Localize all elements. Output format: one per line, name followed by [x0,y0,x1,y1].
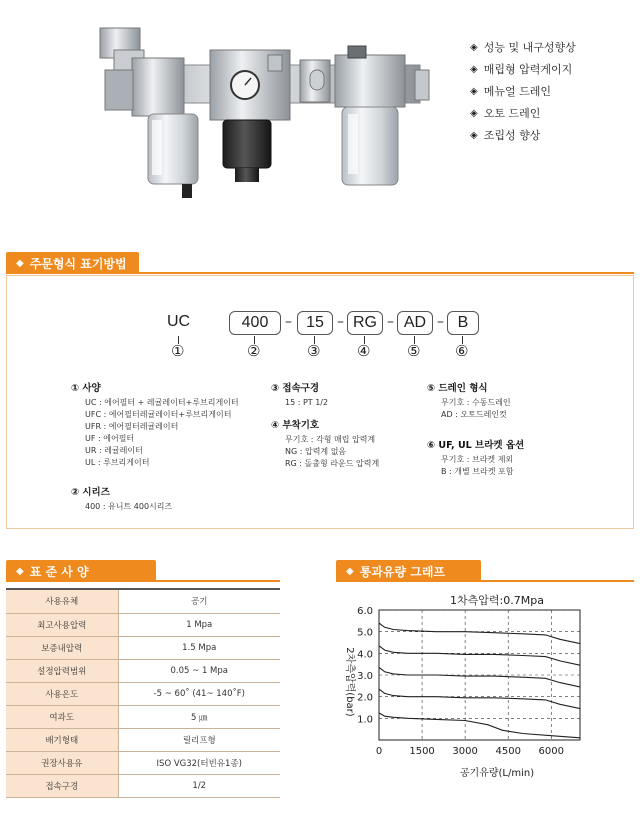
table-row: 최고사용압력 1 Mpa [6,613,280,636]
diamond-bullet-icon: ◈ [470,129,478,141]
table-row: 사용온도 -5 ~ 60˚ (41~ 140˚F) [6,682,280,705]
spec-table [6,590,280,798]
option-group-spec: ① 사양 UC : 에어필터 + 레귤레이터+루브리게이터 UFC : 에어필터레귤레이터+루브리게이터 UFR : 에어필터레귤레이터 UF : 에어필터 UR : 레귤레이터 UL : 루브리게이터 [71,383,239,467]
chart-series-line [379,713,580,738]
option-group-gauge: ④ 부착기호 무기호 : 각형 매립 압력계 NG : 압력계 없음 RG : 돌출형 라운드 압력계 [271,420,380,468]
chart-x-tick-label: 6000 [538,746,565,757]
chart-series-line [379,623,580,644]
chart-x-tick-label: 0 [375,746,383,757]
table-row: 배기형태 릴리프형 [6,728,280,751]
feature-item: ◈ 조립성 향상 [470,129,541,142]
code-dash: – [437,314,444,330]
ordering-box [6,275,634,529]
code-number: ⑤ [407,342,421,360]
diamond-icon: ◆ [16,257,24,269]
chart-series-line [379,646,580,665]
code-box-series: 400 [229,311,281,335]
code-box-drain: AD [397,311,433,335]
chart-title: 1차측압력:0.7Mpa [450,594,544,607]
chart-x-tick-label: 3000 [452,746,478,757]
option-group-port: ③ 접속구경 15 : PT 1/2 [271,383,329,407]
option-group-drain: ⑤ 드레인 형식 무기호 : 수동드레인 AD : 오토드레인컷 [427,383,511,419]
option-group-series: ② 시리즈 400 : 유니트 400시리즈 [71,487,173,511]
feature-list [470,36,576,146]
product-image [90,10,450,210]
feature-item: ◈ 메뉴얼 드레인 [470,85,551,98]
code-dash: – [337,314,344,330]
flow-heading: ◆ 통과유량 그래프 [336,560,481,582]
diamond-bullet-icon: ◈ [470,107,478,119]
feature-item: ◈ 성능 및 내구성향상 [470,41,576,54]
code-prefix: UC [167,313,191,330]
chart-y-tick-label: 4.0 [357,649,373,661]
chart-series-line [379,689,580,709]
flow-chart [322,582,632,782]
spec-heading: ◆ 표 준 사 양 [6,560,156,582]
option-group-bracket: ⑥ UF, UL 브라켓 옵션 무기호 : 브라켓 제외 B : 개별 브라켓 포함 [427,440,525,476]
diamond-icon: ◆ [16,565,24,577]
spec-heading-rule [6,580,280,582]
chart-x-tick-label: 1500 [409,746,435,757]
code-dash: – [285,314,292,330]
diamond-bullet-icon: ◈ [470,63,478,75]
ordering-heading-rule [6,272,634,274]
feature-item: ◈ 오토 드레인 [470,107,541,120]
code-dash: – [387,314,394,330]
feature-item: ◈ 매립형 압력게이지 [470,63,573,76]
diamond-bullet-icon: ◈ [470,41,478,53]
chart-series-line [379,667,580,687]
chart-y-tick-label: 3.0 [357,671,373,682]
diamond-icon: ◆ [346,565,354,577]
code-box-bracket: B [447,311,479,335]
chart-y-tick-label: 1.0 [357,714,373,726]
chart-y-tick-label: 2.0 [357,692,373,704]
table-row: 권장사용유 ISO VG32(터빈유1종) [6,751,280,774]
code-number: ④ [357,342,371,360]
code-number: ⑥ [455,342,469,360]
code-number: ① [171,342,185,360]
chart-y-tick-label: 6.0 [357,606,373,617]
diamond-bullet-icon: ◈ [470,85,478,97]
code-number: ② [247,342,261,360]
table-row: 접속구경 1/2 [6,774,280,797]
table-row: 사용유체 공기 [6,590,280,613]
chart-y-tick-label: 5.0 [357,627,373,639]
table-row: 설정압력범위 0.05 ~ 1 Mpa [6,659,280,682]
chart-series-group [379,623,580,738]
ordering-heading: ◆ 주문형식 표기방법 [6,252,139,274]
table-row: 여과도 5 ㎛ [6,705,280,728]
chart-x-label: 공기유량(L/min) [459,768,535,779]
code-number: ③ [307,342,321,360]
chart-x-tick-label: 4500 [495,746,521,757]
table-row: 보증내압력 1.5 Mpa [6,636,280,659]
chart-y-label: 2차측압력(bar) [344,647,355,717]
code-box-gauge: RG [347,311,383,335]
code-box-port: 15 [297,311,333,335]
